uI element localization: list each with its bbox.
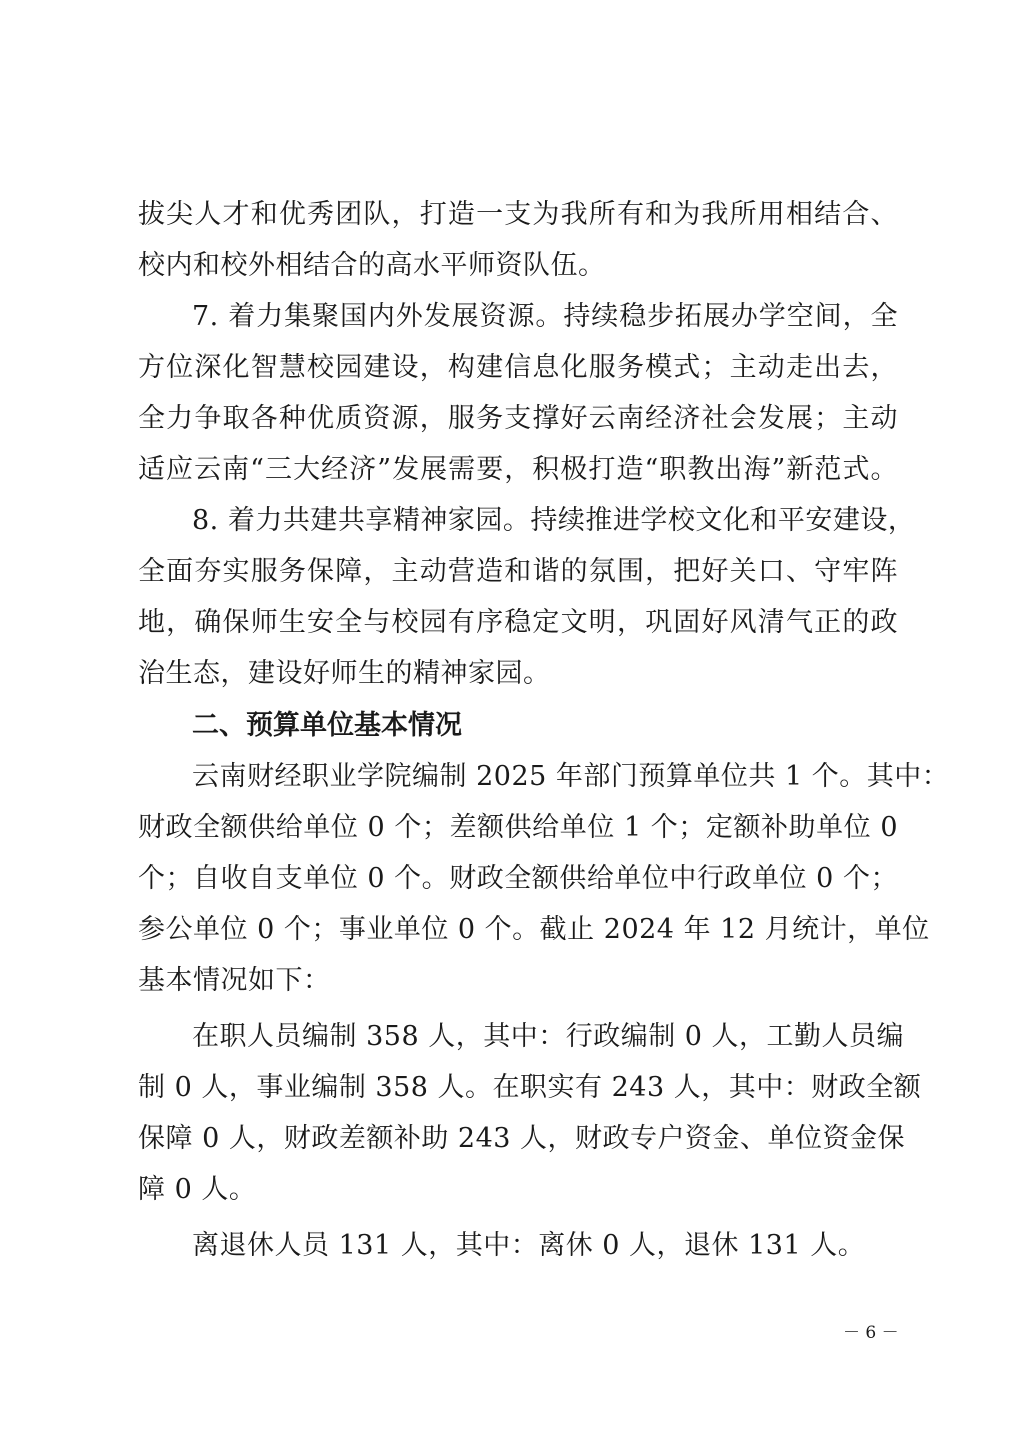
page-number: － 6 － xyxy=(843,1323,899,1343)
paragraph-8-first-line: 8. 着力共建共享精神家园。持续推进学校文化和平安建设， xyxy=(192,505,916,536)
body-line: 全力争取各种优质资源，服务支撑好云南经济社会发展；主动 xyxy=(138,403,898,434)
body-line: 基本情况如下： xyxy=(138,965,331,996)
body-line: 全面夯实服务保障，主动营造和谐的氛围，把好关口、守牢阵 xyxy=(138,556,898,587)
body-line: 适应云南“三大经济”发展需要，积极打造“职教出海”新范式。 xyxy=(138,454,898,485)
body-line: 地，确保师生安全与校园有序稳定文明，巩固好风清气正的政 xyxy=(138,607,898,638)
section-heading: 二、预算单位基本情况 xyxy=(192,710,462,741)
retired-staff-line: 离退休人员 131 人，其中：离休 0 人，退休 131 人。 xyxy=(192,1230,866,1261)
paragraph-7-first-line: 7. 着力集聚国内外发展资源。持续稳步拓展办学空间，全 xyxy=(192,301,898,332)
body-line: 个；自收自支单位 0 个。财政全额供给单位中行政单位 0 个； xyxy=(138,863,898,894)
body-line: 治生态，建设好师生的精神家园。 xyxy=(138,658,551,689)
budget-unit-paragraph-first-line: 云南财经职业学院编制 2025 年部门预算单位共 1 个。其中： xyxy=(192,761,950,792)
body-line: 方位深化智慧校园建设，构建信息化服务模式；主动走出去， xyxy=(138,352,898,383)
body-line: 制 0 人，事业编制 358 人。在职实有 243 人，其中：财政全额 xyxy=(138,1072,922,1103)
body-line: 校内和校外相结合的高水平师资队伍。 xyxy=(138,250,606,281)
body-line: 保障 0 人，财政差额补助 243 人，财政专户资金、单位资金保 xyxy=(138,1123,906,1154)
body-line: 拔尖人才和优秀团队，打造一支为我所有和为我所用相结合、 xyxy=(138,199,898,230)
body-line: 参公单位 0 个；事业单位 0 个。截止 2024 年 12 月统计，单位 xyxy=(138,914,930,945)
staff-paragraph-first-line: 在职人员编制 358 人，其中：行政编制 0 人，工勤人员编 xyxy=(192,1021,905,1052)
body-line: 障 0 人。 xyxy=(138,1174,257,1205)
body-line: 财政全额供给单位 0 个；差额供给单位 1 个；定额补助单位 0 xyxy=(138,812,898,843)
